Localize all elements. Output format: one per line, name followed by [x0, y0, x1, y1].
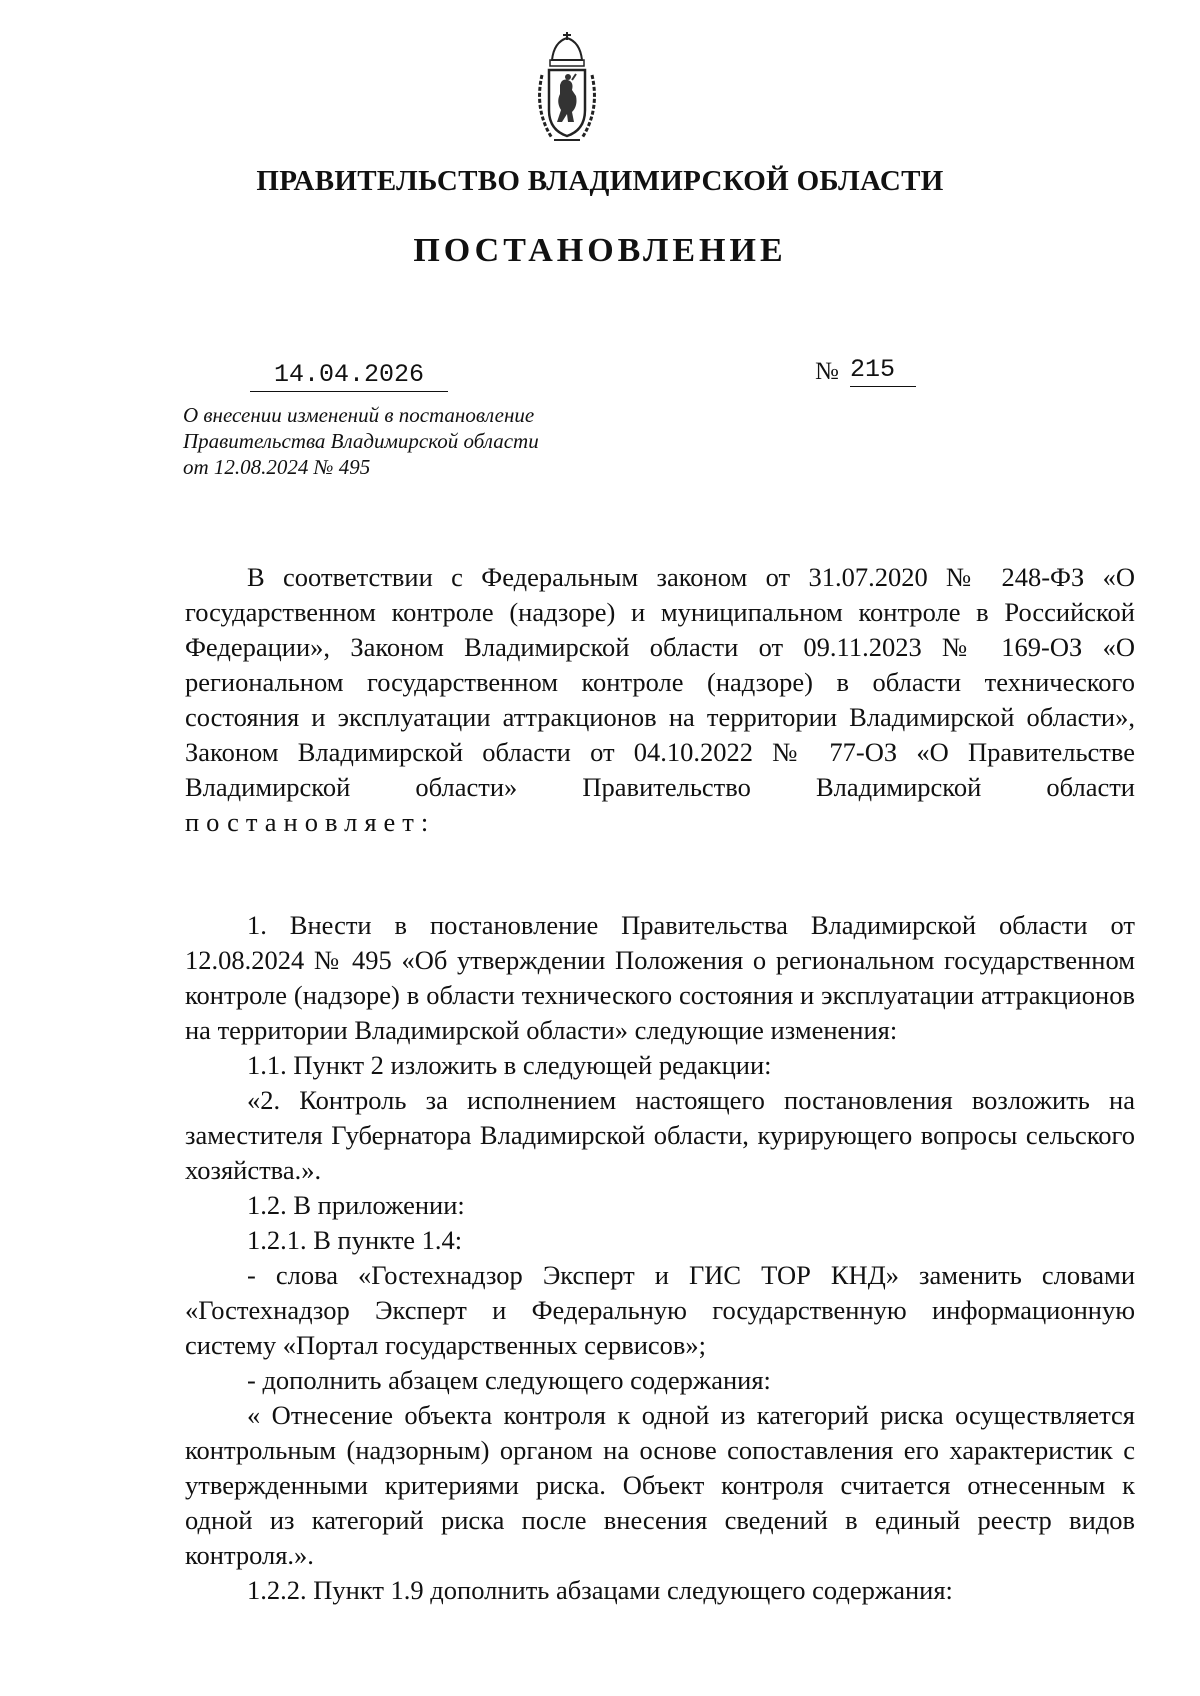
item-paragraph: « Отнесение объекта контроля к одной из категорий риска осуществляется контрольным (надзорным) органом на основе сопоставления его характеристик с утвержденными критериями риска. Объект контроля считается отнесенным к одной из категорий риска после внесения сведений в единый реестр видов контроля.». — [185, 1400, 1135, 1570]
preamble-text: В соответствии с Федеральным законом от 31.07.2020 № 248-ФЗ «О государственном контроле (надзоре) и муниципальном контроле в Российской Федерации», Законом Владимирской области от 09.11.2023 № 169-ОЗ «О региональном государственном контроле (надзоре) в области технического состояния и эксплуатации аттракционов на территории Владимирской области», Законом Владимирской области от 04.10.2022 № 77-ОЗ «О Правительстве Владимирской области» Правительство Владимирской области — [185, 562, 1135, 802]
item-paragraph: 1. Внести в постановление Правительства Владимирской области от 12.08.2024 № 495 «Об утверждении Положения о региональном государственном контроле (надзоре) в области технического состояния и эксплуатации аттракционов на территории Владимирской области» следующие изменения: — [185, 910, 1135, 1045]
document-body — [185, 560, 1135, 1608]
item-paragraph: 1.2. В приложении: — [247, 1190, 465, 1220]
item-paragraph: - слова «Гостехнадзор Эксперт и ГИС ТОР КНД» заменить словами «Гостехнадзор Эксперт и Федеральную государственную информационную систему «Портал государственных сервисов»; — [185, 1260, 1135, 1360]
number-sign: № — [815, 358, 839, 385]
subject-line: О внесении изменений в постановление — [183, 403, 535, 427]
document-type-title: ПОСТАНОВЛЕНИЕ — [413, 232, 787, 269]
subject-line: Правительства Владимирской области — [183, 429, 539, 453]
item-paragraph: 1.2.1. В пункте 1.4: — [247, 1225, 463, 1255]
decree-word: постановляет: — [185, 807, 436, 837]
item-paragraph: 1.2.2. Пункт 1.9 дополнить абзацами следующего содержания: — [247, 1575, 953, 1605]
document-number: 215 — [850, 355, 916, 387]
item-paragraph: 1.1. Пункт 2 изложить в следующей редакции: — [247, 1050, 772, 1080]
item-paragraph: «2. Контроль за исполнением настоящего постановления возложить на заместителя Губернатора Владимирской области, курирующего вопросы сельского хозяйства.». — [185, 1085, 1135, 1185]
vladimir-coat-of-arms-icon — [532, 30, 602, 150]
subject-line: от 12.08.2024 № 495 — [183, 455, 371, 479]
document-subject — [183, 402, 623, 480]
preamble-paragraph — [185, 560, 1135, 840]
item-paragraph: - дополнить абзацем следующего содержания: — [247, 1365, 771, 1395]
organization-title: ПРАВИТЕЛЬСТВО ВЛАДИМИРСКОЙ ОБЛАСТИ — [256, 165, 944, 197]
document-date: 14.04.2026 — [250, 360, 448, 392]
